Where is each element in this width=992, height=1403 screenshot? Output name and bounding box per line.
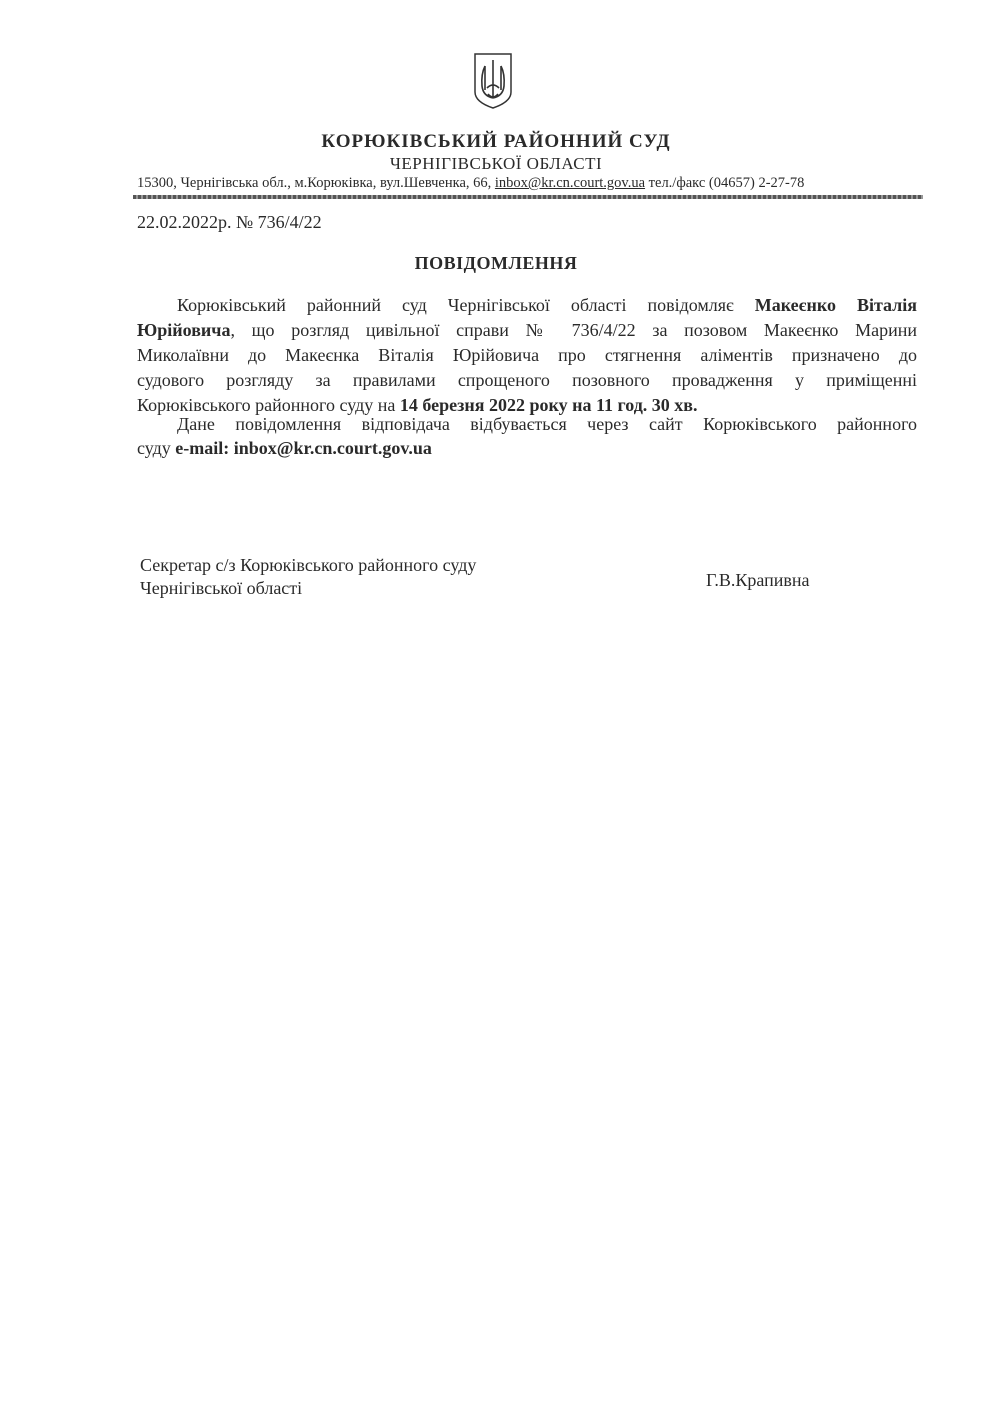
- body-line: Миколаївни до Макеєнка Віталія Юрійовича про стягнення аліментів призначено до: [137, 345, 917, 365]
- signatory-region: Чернігівської області: [140, 578, 303, 598]
- signatory-name: Г.В.Крапивна: [706, 570, 810, 590]
- body-line: Дане повідомлення відповідача відбувається через сайт Корюківського районного: [177, 414, 917, 434]
- court-region: ЧЕРНІГІВСЬКОЇ ОБЛАСТІ: [389, 154, 603, 173]
- signatory-role: Секретар с/з Корюківського районного суду: [140, 555, 477, 575]
- body-line: [177, 294, 917, 316]
- court-email: e-mail: inbox@kr.cn.court.gov.ua: [175, 438, 432, 458]
- address-text: 15300, Чернігівська обл., м.Корюківка, вул.Шевченка, 66,: [137, 175, 495, 191]
- text: .: [693, 395, 698, 415]
- address-phone: тел./факс (04657) 2-27-78: [645, 175, 805, 191]
- address-email-link[interactable]: inbox@kr.cn.court.gov.ua: [494, 175, 646, 191]
- coat-of-arms-icon: [473, 52, 513, 110]
- body-line: [137, 437, 917, 459]
- document-reference: 22.02.2022р. № 736/4/22: [137, 212, 322, 232]
- text: суду: [137, 438, 176, 458]
- text: , що розгляд цивільної справи № 736/4/22 за позовом Макеєнко Марини: [230, 320, 917, 340]
- document-title: ПОВІДОМЛЕННЯ: [414, 253, 578, 273]
- defendant-name: Макеєнко Віталія: [754, 295, 918, 315]
- text: Корюківський районний суд Чернігівської області повідомляє: [177, 295, 755, 315]
- court-name: КОРЮКІВСЬКИЙ РАЙОННИЙ СУД: [321, 131, 671, 152]
- body-line: [137, 319, 917, 341]
- body-line: судового розгляду за правилами спрощеного позовного провадження у приміщенні: [137, 370, 917, 390]
- court-address: [137, 175, 804, 192]
- hearing-datetime: 14 березня 2022 року на 11 год. 30 хв: [399, 395, 694, 415]
- header-divider: [133, 195, 923, 199]
- defendant-patronymic: Юрійовича: [137, 320, 231, 340]
- text: Корюківського районного суду на: [137, 395, 400, 415]
